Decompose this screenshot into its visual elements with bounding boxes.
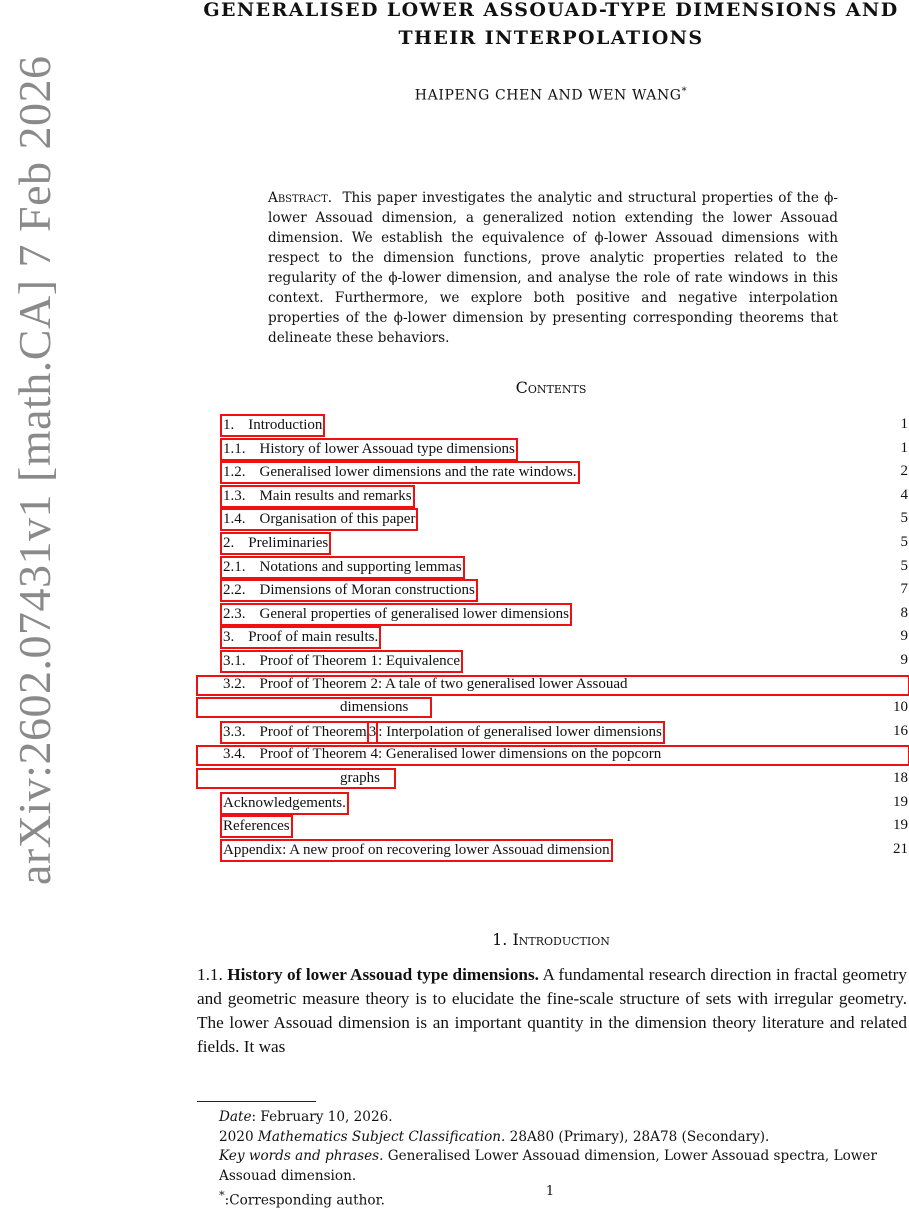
abstract: [268, 188, 838, 348]
corresponding-author-mark: *: [681, 86, 688, 97]
contents-heading: Contents: [515, 378, 587, 397]
toc-page-number: 5: [900, 557, 908, 574]
toc-entry-1-4: [220, 508, 908, 532]
title-line-2: THEIR INTERPOLATIONS: [398, 27, 704, 49]
toc-entry-1-3: [220, 485, 908, 509]
toc-link-acknowledgements[interactable]: Acknowledgements.: [220, 792, 349, 815]
toc-page-number: 2: [900, 463, 908, 480]
toc-page-number: 19: [893, 793, 908, 810]
toc-link-3-1[interactable]: 3.1. Proof of Theorem 1: Equivalence: [220, 650, 463, 673]
toc-link-proof-of-main-results[interactable]: 3. Proof of main results.: [220, 626, 381, 649]
toc-entry-1-2: [220, 461, 908, 485]
toc-entry-2-3: [220, 603, 908, 627]
toc-label-3-2-continued: dimensions: [340, 699, 409, 716]
toc-entry-3-4: [220, 744, 908, 768]
toc-entry-2-1: [220, 556, 908, 580]
toc-entry-references: [220, 815, 908, 839]
toc-page-number: 16: [893, 722, 908, 739]
footnote-keywords: Key words and phrases. Generalised Lower Assouad dimension, Lower Assouad spectra, Lower Assouad dimension.: [219, 1148, 877, 1184]
toc-link-1-1[interactable]: 1.1. History of lower Assouad type dimensions: [220, 438, 518, 461]
arxiv-identifier-stamp: arXiv:2602.07431v1 [math.CA] 7 Feb 2026: [9, 55, 60, 885]
toc-entry-preliminaries: [220, 532, 908, 556]
toc-entry-acknowledgements: [220, 792, 908, 816]
section-heading-introduction: [195, 930, 907, 949]
footnote-corresponding-author: *:Corresponding author.: [219, 1188, 385, 1209]
section-title: Introduction: [512, 930, 610, 949]
toc-entry-proof-of-main-results: [220, 626, 908, 650]
toc-entry-3-2: [220, 674, 908, 698]
toc-link-references[interactable]: References: [220, 815, 293, 838]
footnote-date: Date: February 10, 2026.: [219, 1109, 393, 1125]
subsection-title: History of lower Assouad type dimensions.: [227, 965, 539, 984]
table-of-contents: [220, 414, 908, 862]
toc-entry-3-3: [220, 721, 908, 745]
toc-page-number: 5: [900, 510, 908, 527]
section-number: 1.: [492, 930, 508, 949]
toc-link-theorem-3[interactable]: 3: [369, 721, 377, 744]
page-number: 1: [545, 1184, 555, 1199]
toc-link-3-3[interactable]: 3.3. Proof of Theorem: [220, 721, 369, 744]
toc-link-introduction[interactable]: 1. Introduction: [220, 414, 325, 437]
toc-link-3-3-continued[interactable]: : Interpolation of generalised lower dimensions: [376, 721, 665, 744]
title-line-1: GENERALISED LOWER ASSOUAD-TYPE DIMENSIONS AND: [203, 0, 899, 21]
toc-page-number: 7: [900, 581, 908, 598]
introduction-paragraph: [197, 963, 907, 1059]
toc-link-preliminaries[interactable]: 2. Preliminaries: [220, 532, 331, 555]
subsection-number: 1.1.: [197, 965, 223, 984]
toc-label-3-2: 3.2. Proof of Theorem 2: A tale of two generalised lower Assouad: [223, 675, 628, 692]
toc-entry-3-4-continued: [220, 768, 908, 792]
toc-link-2-3[interactable]: 2.3. General properties of generalised lower dimensions: [220, 603, 572, 626]
toc-page-number: 1: [900, 439, 908, 456]
intro-body-text: A fundamental research direction in fractal geometry and geometric measure theory is to elucidate the fine-scale structure of sets with irregular geometry. The lower Assouad dimension is an important quantity in the dimension theory literature and related fields. It was: [197, 965, 907, 1056]
toc-page-number: 4: [900, 486, 908, 503]
toc-page-number: 1: [900, 416, 908, 432]
footnote-rule: [197, 1101, 316, 1102]
toc-entry-1-1: [220, 438, 908, 462]
toc-link-1-4[interactable]: 1.4. Organisation of this paper: [220, 508, 418, 531]
toc-page-number: 8: [900, 604, 908, 621]
toc-entry-3-1: [220, 650, 908, 674]
toc-entry-appendix: [220, 839, 908, 863]
toc-link-1-2[interactable]: 1.2. Generalised lower dimensions and the rate windows.: [220, 461, 580, 484]
abstract-text: This paper investigates the analytic and structural properties of the ϕ-lower Assouad dimension, a generalized notion extending the lower Assouad dimension. We establish the equivalence of ϕ-lower Assouad dimensions with respect to the dimension functions, prove analytic properties related to the regularity of the ϕ-lower dimension, and analyse the role of rate windows in this context. Furthermore, we explore both positive and negative interpolation properties of the ϕ-lower dimension by presenting corresponding theorems that delineate these behaviors.: [268, 190, 838, 346]
toc-page-number: 9: [900, 651, 908, 668]
toc-link-2-2[interactable]: 2.2. Dimensions of Moran constructions: [220, 579, 478, 602]
paper-title: [195, 0, 907, 52]
toc-page-number: 19: [893, 817, 908, 834]
toc-page-number: 5: [900, 533, 908, 550]
footnote-msc: 2020 Mathematics Subject Classification. 28A80 (Primary), 28A78 (Secondary).: [219, 1128, 770, 1145]
toc-link-2-1[interactable]: 2.1. Notations and supporting lemmas: [220, 556, 465, 579]
toc-entry-2-2: [220, 579, 908, 603]
toc-page-number: 10: [893, 699, 908, 716]
toc-page-number: 18: [893, 769, 908, 786]
toc-label-3-4-continued: graphs: [340, 769, 380, 786]
toc-page-number: 21: [893, 840, 908, 857]
author-names: HAIPENG CHEN AND WEN WANG: [414, 87, 682, 104]
toc-label-3-4: 3.4. Proof of Theorem 4: Generalised lower dimensions on the popcorn: [223, 746, 662, 763]
authors: [195, 86, 907, 104]
toc-link-appendix[interactable]: Appendix: A new proof on recovering lower Assouad dimension: [220, 839, 613, 862]
toc-entry-introduction: [220, 414, 908, 438]
abstract-heading: Abstract.: [268, 190, 333, 206]
toc-link-1-3[interactable]: 1.3. Main results and remarks: [220, 485, 415, 508]
toc-page-number: 9: [900, 628, 908, 645]
toc-entry-3-2-continued: [220, 697, 908, 721]
